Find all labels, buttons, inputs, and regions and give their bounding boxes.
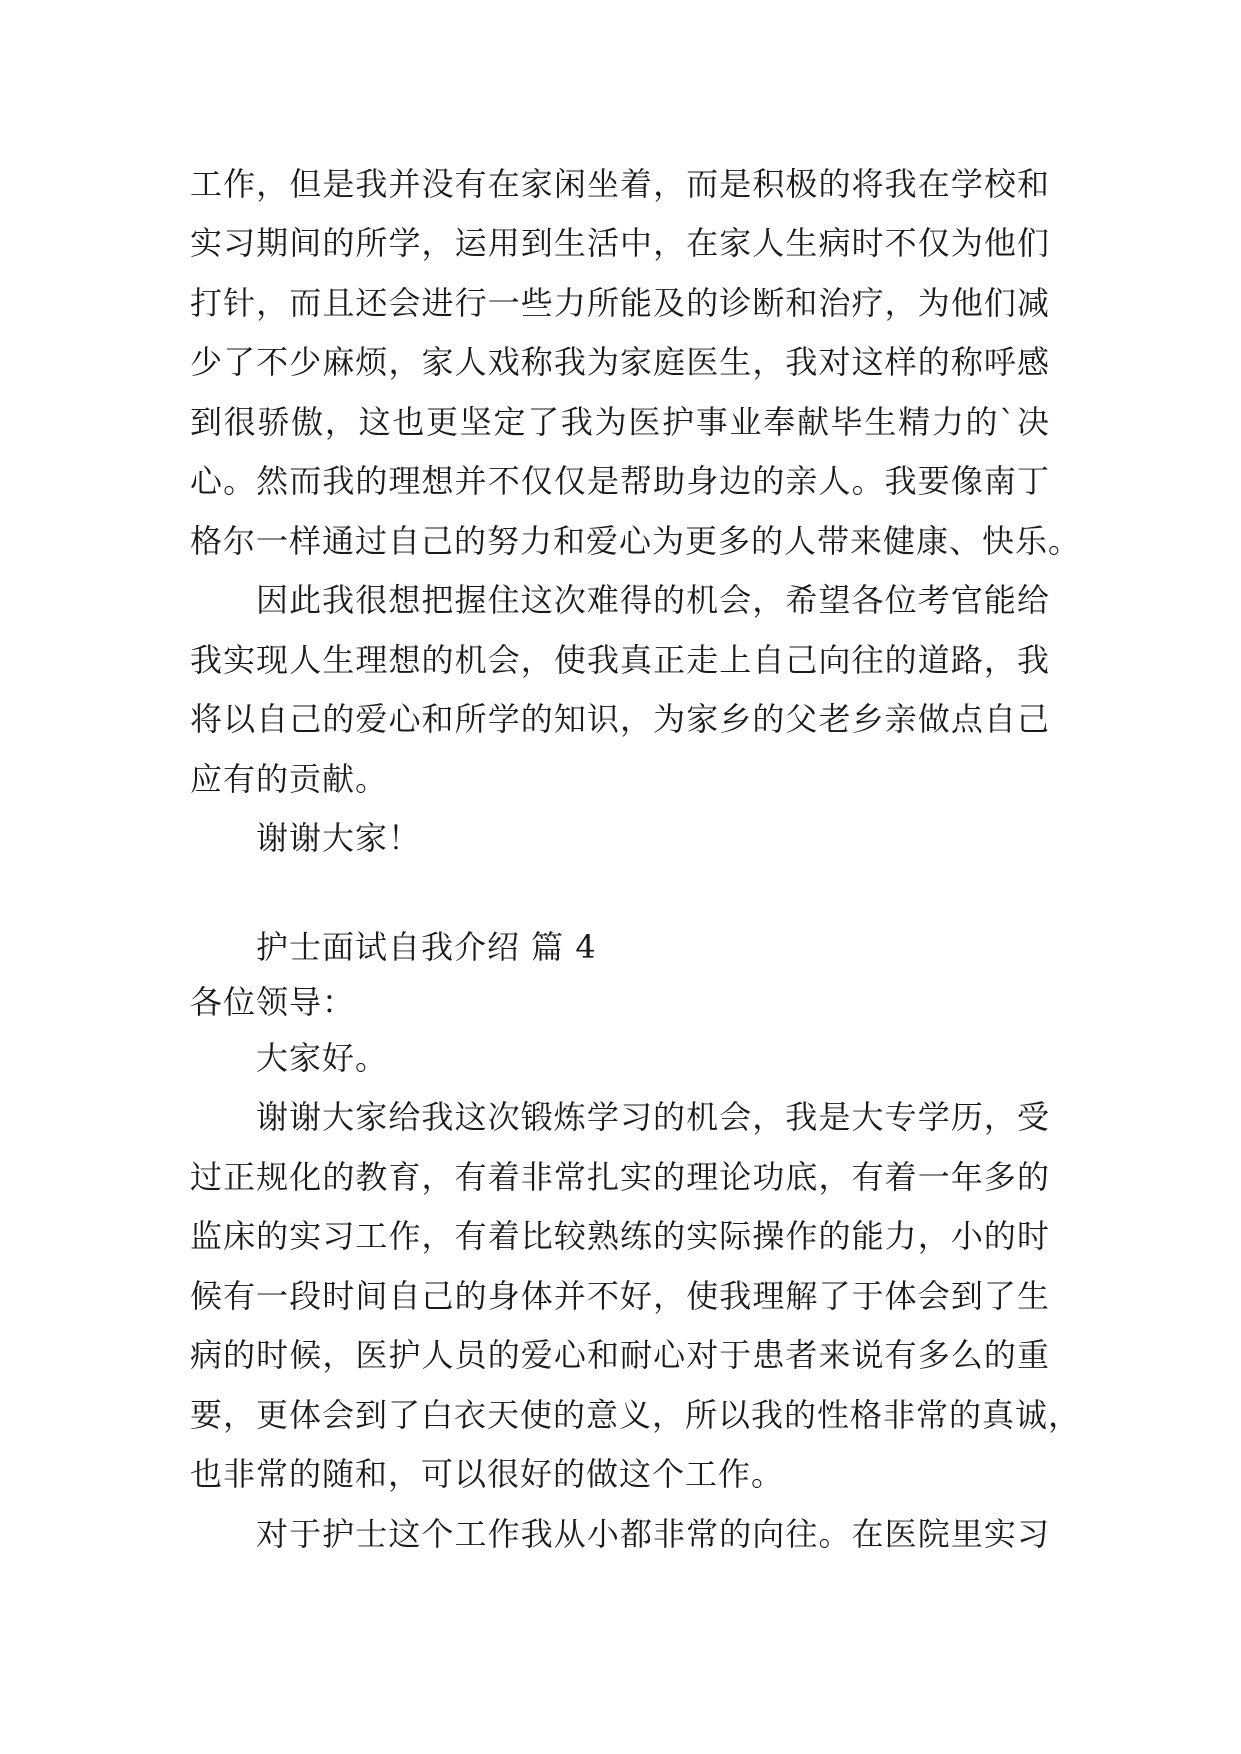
paragraph-first-line: 谢谢大家给我这次锻炼学习的机会，我是大专学历，受 xyxy=(256,1098,1050,1136)
body-text-line: 监床的实习工作，有着比较熟练的实际操作的能力，小的时 xyxy=(190,1217,1050,1255)
section-heading: 护士面试自我介绍 篇 4 xyxy=(256,928,597,966)
greeting: 大家好。 xyxy=(256,1039,389,1077)
body-text-line: 打针，而且还会进行一些力所能及的诊断和治疗，为他们减 xyxy=(190,284,1050,322)
body-text-line: 也非常的随和，可以很好的做这个工作。 xyxy=(190,1455,785,1493)
body-text-line: 心。然而我的理想并不仅仅是帮助身边的亲人。我要像南丁 xyxy=(190,462,1050,500)
body-text-line: 到很骄傲，这也更坚定了我为医护事业奉献毕生精力的`决 xyxy=(190,403,1050,441)
body-text-line: 格尔一样通过自己的努力和爱心为更多的人带来健康、快乐。 xyxy=(190,522,1082,560)
body-text-line: 候有一段时间自己的身体并不好，使我理解了于体会到了生 xyxy=(190,1277,1050,1315)
body-text-line: 应有的贡献。 xyxy=(190,760,389,798)
body-text-line: 实习期间的所学，运用到生活中，在家人生病时不仅为他们 xyxy=(190,224,1050,262)
body-text-line: 将以自己的爱心和所学的知识，为家乡的父老乡亲做点自己 xyxy=(190,700,1050,738)
body-text-line: 病的时候，医护人员的爱心和耐心对于患者来说有多么的重 xyxy=(190,1336,1050,1374)
salutation: 各位领导： xyxy=(190,983,356,1021)
body-text-line: 过正规化的教育，有着非常扎实的理论功底，有着一年多的 xyxy=(190,1158,1050,1196)
body-text-line: 要，更体会到了白衣天使的意义，所以我的性格非常的真诚， xyxy=(190,1396,1082,1434)
paragraph-first-line: 对于护士这个工作我从小都非常的向往。在医院里实习 xyxy=(256,1515,1050,1553)
paragraph-first-line: 因此我很想把握住这次难得的机会，希望各位考官能给 xyxy=(256,581,1050,619)
body-text-line: 工作，但是我并没有在家闲坐着，而是积极的将我在学校和 xyxy=(190,165,1050,203)
body-text-line: 我实现人生理想的机会，使我真正走上自己向往的道路，我 xyxy=(190,641,1050,679)
closing-thanks: 谢谢大家！ xyxy=(256,819,422,857)
body-text-line: 少了不少麻烦，家人戏称我为家庭医生，我对这样的称呼感 xyxy=(190,343,1050,381)
